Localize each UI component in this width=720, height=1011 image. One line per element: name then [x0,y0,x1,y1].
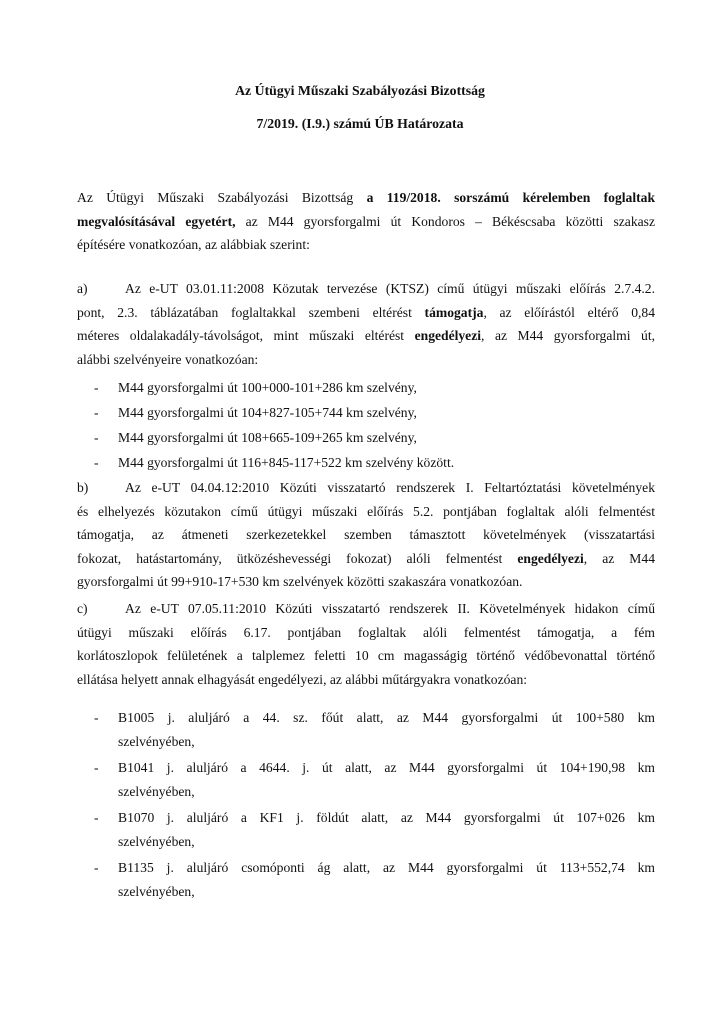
dash-marker: - [94,380,99,395]
item-b-line-1: Az e-UT 04.04.12:2010 Közúti visszatartó rendszerek I. Feltartóztatási követelmények [125,480,655,495]
item-c [77,597,655,691]
bullet-line-1: B1135 j. aluljáró csomóponti ág alatt, az M44 gyorsforgalmi út 113+552,74 km [118,860,655,875]
item-b-line-4: fokozat, hatástartomány, ütközéshevességi fokozat) alóli felmentést engedélyezi, az M44 [77,550,655,566]
document-subtitle: 7/2019. (I.9.) számú ÚB Határozata [256,116,464,131]
dash-marker: - [94,430,99,445]
intro-line-3: építésére vonatkozóan, az alábbiak szerint: [77,237,310,252]
dash-marker: - [94,860,99,875]
bullet-line-1: B1070 j. aluljáró a KF1 j. földút alatt, az M44 gyorsforgalmi út 107+026 km [118,810,655,825]
item-b-line-2: és elhelyezés közutakon című útügyi műszaki előírás 5.2. pontjában foglaltak alóli felmentést [77,503,655,519]
bullet-text: M44 gyorsforgalmi út 104+827-105+744 km szelvény, [118,405,417,420]
item-a-bullet-1 [77,376,655,400]
item-c-bullet-1 [77,706,655,753]
item-a-line-1: Az e-UT 03.01.11:2008 Közutak tervezése (KTSZ) című útügyi műszaki előírás 2.7.4.2. [125,281,655,296]
item-a-line-2: pont, 2.3. táblázatában foglaltakkal szembeni eltérést támogatja, az előírástól eltérő 0,84 [77,304,655,320]
item-b-line-3: támogatja, az átmeneti szerkezetekkel szemben támasztott követelmények (visszatartási [77,527,655,542]
item-a-bullet-4 [77,451,655,475]
item-a-line-3: méteres oldalakadály-távolságot, mint műszaki eltérést engedélyezi, az M44 gyorsforgalmi út, [77,328,655,343]
bullet-text: M44 gyorsforgalmi út 100+000-101+286 km szelvény, [118,380,417,395]
bullet-line-2: szelvényében, [118,883,195,899]
item-c-bullet-4 [77,856,655,903]
bullet-line-2: szelvényében, [118,833,195,849]
item-a-bullet-2 [77,401,655,425]
item-c-line-1: Az e-UT 07.05.11:2010 Közúti visszatartó rendszerek II. Követelmények hidakon című [125,601,655,616]
bullet-line-2: szelvényében, [118,783,195,799]
item-b-line-5: gyorsforgalmi út 99+910-17+530 km szelvények közötti szakaszára vonatkozóan. [77,574,523,589]
bullet-line-1: B1005 j. aluljáró a 44. sz. főút alatt, az M44 gyorsforgalmi út 100+580 km [118,710,655,725]
item-c-line-4: ellátása helyett annak elhagyását engedélyezi, az alábbi műtárgyakra vonatkozóan: [77,671,528,687]
dash-marker: - [94,710,99,725]
item-b [77,476,655,594]
document-title: Az Útügyi Műszaki Szabályozási Bizottság [235,83,485,98]
intro-line-1: Az Útügyi Műszaki Szabályozási Bizottság a 119/2018. sorszámú kérelemben foglaltak [77,190,656,205]
bullet-text: M44 gyorsforgalmi út 108+665-109+265 km szelvény, [118,430,417,445]
intro-paragraph [77,186,655,257]
item-a [77,277,655,371]
item-a-line-4: alábbi szelvényeire vonatkozóan: [77,351,259,367]
intro-line-2: megvalósításával egyetért, az M44 gyorsforgalmi út Kondoros – Békéscsaba közötti szakasz [77,213,655,229]
item-a-label: a) [77,281,88,296]
bullet-text: M44 gyorsforgalmi út 116+845-117+522 km szelvény között. [118,455,455,470]
dash-marker: - [94,760,99,775]
item-a-bullet-3 [77,426,655,450]
item-c-line-3: korlátoszlopok felületének a talplemez feletti 10 cm magasságig történő védőbevonattal történő [77,648,655,663]
bullet-line-2: szelvényében, [118,733,195,749]
item-c-bullet-2 [77,756,655,803]
dash-marker: - [94,405,99,420]
dash-marker: - [94,810,99,825]
bullet-line-1: B1041 j. aluljáró a 4644. j. út alatt, az M44 gyorsforgalmi út 104+190,98 km [118,760,655,775]
item-b-label: b) [77,480,89,495]
item-c-bullet-3 [77,806,655,853]
item-c-line-2: útügyi műszaki előírás 6.17. pontjában foglaltak alóli felmentést támogatja, a fém [77,624,655,640]
dash-marker: - [94,455,99,470]
item-c-label: c) [77,601,88,616]
